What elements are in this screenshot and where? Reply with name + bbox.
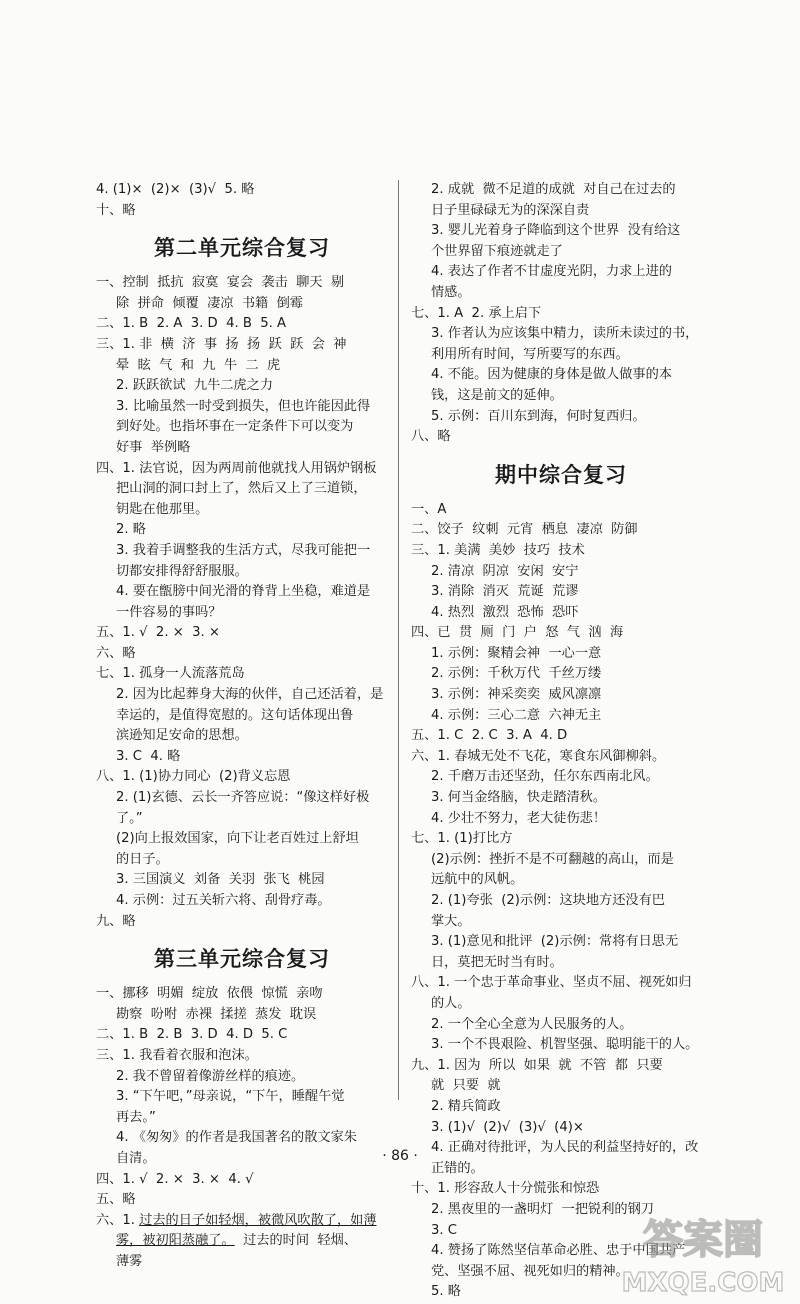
answer-line: 4. 热烈 激烈 恐怖 恐吓	[431, 604, 579, 620]
answer-line: 七、1. A 2. 承上启下	[411, 305, 542, 321]
answer-line: 好事 举例略	[116, 439, 191, 455]
watermark-domain: MXQE.COM	[621, 1268, 785, 1298]
midterm-title: 期中综合复习	[495, 462, 627, 487]
answer-line: 4. 不能。因为健康的身体是做人做事的本	[431, 367, 672, 383]
answer-line: 2. 黑夜里的一盏明灯 一把锐利的钢刀	[431, 1201, 654, 1217]
unit3-item-6-line-1	[96, 1211, 388, 1232]
unit2-answers	[96, 273, 388, 932]
answer-line: 二、1. B 2. A 3. D 4. B 5. A	[96, 316, 287, 332]
answer-line: 九、1. 因为 所以 如果 就 不管 都 只要	[411, 1057, 663, 1073]
answer-line: 十、略	[96, 202, 136, 218]
answer-line: 4. 正确对待批评，为人民的利益坚持好的，改	[431, 1140, 699, 1156]
answer-line: 4. 《匆匆》的作者是我国著名的散文家朱	[116, 1130, 357, 1146]
answer-line: 把山洞的洞口封上了，然后又上了三道锁，	[116, 481, 367, 497]
left-column	[96, 180, 388, 1273]
answer-line: 勘察 吩咐 赤裸 揉搓 蒸发 耽误	[116, 1006, 317, 1022]
answer-line: 3. 作者认为应该集中精力，读所未读过的书，	[431, 326, 699, 342]
answer-line: 到好处。也指坏事在一定条件下可以变为	[116, 419, 354, 435]
answer-line: 五、略	[96, 1192, 136, 1208]
answer-line: 2. 我不曾留着像游丝样的痕迹。	[116, 1068, 305, 1084]
answer-line: 五、1. √ 2. × 3. ×	[96, 625, 220, 641]
answer-line: 钱，这是前文的延伸。	[431, 387, 563, 403]
answer-line: 4. 少壮不努力，老大徒伤悲！	[431, 810, 607, 826]
answer-line: 一、挪移 明媚 绽放 依偎 惊慌 亲吻	[96, 986, 323, 1002]
page-number: · 86 ·	[382, 1148, 418, 1164]
answer-line: 钥匙在他那里。	[116, 501, 209, 517]
answer-line: 3. 比喻虽然一时受到损失，但也许能因此得	[116, 398, 371, 414]
answer-line: 4. 示例：三心二意 六神无主	[431, 707, 602, 723]
answer-line: 除 拼命 倾覆 凄凉 书籍 倒霉	[116, 295, 303, 311]
underlined-sentence-part-1: 过去的日子如轻烟，被微风吹散了，如薄	[139, 1212, 377, 1228]
answer-line: 3. C	[431, 1222, 457, 1238]
answer-line: 2. 一个全心全意为人民服务的人。	[431, 1016, 633, 1032]
answer-line: 一件容易的事吗？	[116, 604, 222, 620]
answer-line: 2. 成就 微不足道的成就 对自己在过去的	[431, 182, 676, 197]
answer-line: 幸运的，是值得宽慰的。这句话体现出鲁	[116, 707, 354, 723]
item-6-tail: 过去的时间 轻烟、	[234, 1233, 357, 1249]
answer-line: (2)向上报效国家，向下让老百姓过上舒坦	[116, 831, 359, 847]
watermark-text: 答案圈	[643, 1217, 763, 1263]
answer-line: 再去。”	[116, 1109, 156, 1125]
answer-line: 正错的。	[431, 1160, 484, 1176]
answer-line: 3. “下午吧，”母亲说，“下午，睡醒午觉	[116, 1089, 345, 1105]
answer-line: 十、1. 形容敌人十分慌张和惊恐	[411, 1181, 600, 1197]
answer-line: 3. 消除 消灭 荒诞 荒谬	[431, 584, 579, 600]
answer-line: 九、略	[96, 913, 136, 929]
answer-line: 八、1. 一个忠于革命事业、坚贞不屈、视死如归	[411, 975, 692, 991]
answer-line: 党、坚强不屈、视死如归的精神。	[431, 1263, 629, 1279]
answer-line: 2. 略	[116, 522, 146, 538]
answer-line: (2)示例：挫折不是不可翻越的高山，而是	[431, 851, 674, 867]
item-6-prefix: 六、1.	[96, 1212, 140, 1228]
answer-line: 4. (1)× (2)× (3)√ 5. 略	[96, 182, 255, 197]
answer-line: 2. 因为比起葬身大海的伙伴，自己还活着，是	[116, 687, 384, 703]
unit3-item-6-line-2	[96, 1231, 388, 1252]
answer-line: 4. 赞扬了陈然坚信革命必胜、忠于中国共产	[431, 1243, 686, 1259]
answer-line: 一、控制 抵抗 寂寞 宴会 袭击 聊天 剔	[96, 275, 345, 291]
answer-line: 五、1. C 2. C 3. A 4. D	[411, 728, 568, 744]
answer-line: 2. 千磨万击还坚劲，任尔东西南北风。	[431, 769, 659, 785]
unit3-answers	[96, 984, 388, 1211]
answer-line: 2. 清凉 阴凉 安闲 安宁	[431, 563, 579, 579]
answer-line: 远航中的风帆。	[431, 872, 524, 888]
answer-line: 六、1. 春城无处不飞花，寒食东风御柳斜。	[411, 748, 666, 764]
answer-line: 就 只要 就	[431, 1078, 501, 1094]
answer-line: 5. 示例：百川东到海，何时复西归。	[431, 408, 646, 424]
underlined-sentence-part-2: 雾，被初阳蒸融了。	[116, 1233, 235, 1249]
midterm-answers	[411, 500, 711, 1303]
answer-line: 1. 示例：聚精会神 一心一意	[431, 645, 602, 661]
unit3-item-6-line-3: 薄雾	[116, 1253, 143, 1269]
answer-line: 了。”	[116, 810, 143, 826]
answer-line: 3. 何当金络脑，快走踏清秋。	[431, 790, 607, 806]
watermark-logo	[618, 1205, 788, 1300]
answer-line: 3. (1)意见和批评 (2)示例：常将有日思无	[431, 934, 679, 950]
answer-line: 情感。	[431, 284, 471, 300]
answer-line: 滨逊知足安命的思想。	[116, 728, 248, 744]
answer-line: 2. 示例：千秋万代 千丝万缕	[431, 666, 602, 682]
right-column	[411, 180, 711, 1303]
answer-line: 4. 表达了作者不甘虚度光阴，力求上进的	[431, 264, 672, 280]
answer-line: 4. 示例：过五关斩六将、刮骨疗毒。	[116, 893, 331, 908]
answer-line: 4. 要在甑膀中间光滑的脊背上坐稳，难道是	[116, 584, 371, 600]
answer-line: 一、A	[411, 501, 447, 517]
answer-line: 2. (1)夸张 (2)示例：这块地方还没有巴	[431, 893, 665, 908]
unit2-title: 第二单元综合复习	[154, 236, 330, 261]
answer-line: 日子里碌碌无为的深深自责	[431, 202, 590, 218]
answer-line: 掌大。	[431, 913, 471, 929]
left-top-lines	[96, 180, 388, 221]
answer-line: 三、1. 非 横 济 事 扬 扬 跃 跃 会 神	[96, 336, 347, 352]
answer-line: 晕 眩 气 和 九 牛 二 虎	[116, 357, 281, 373]
answer-line: 七、1. (1)打比方	[411, 831, 513, 847]
answer-line: 3. 婴儿光着身子降临到这个世界 没有给这	[431, 223, 681, 239]
answer-line: 个世界留下痕迹就走了	[431, 243, 563, 259]
answer-line: 3. 一个不畏艰险、机智坚强、聪明能干的人。	[431, 1037, 699, 1053]
answer-line: 三、1. 我看着衣服和泡沫。	[96, 1047, 258, 1063]
answer-line: 的人。	[431, 995, 471, 1011]
answer-line: 3. (1)√ (2)√ (3)√ (4)×	[431, 1119, 584, 1135]
answer-line: 的日子。	[116, 851, 169, 867]
answer-line: 七、1. 孤身一人流落荒岛	[96, 666, 245, 682]
answer-line: 3. 我着手调整我的生活方式，尽我可能把一	[116, 542, 371, 558]
answer-line: 四、1. √ 2. × 3. × 4. √	[96, 1171, 254, 1187]
answer-line: 六、略	[96, 645, 136, 661]
answer-line: 利用所有时间，写所要写的东西。	[431, 346, 629, 362]
answer-line: 切都安排得舒舒服服。	[116, 563, 248, 579]
answer-line: 3. 三国演义 刘备 关羽 张飞 桃园	[116, 872, 325, 888]
unit3-title: 第三单元综合复习	[154, 947, 330, 972]
answer-line: 三、1. 美满 美妙 技巧 技术	[411, 542, 585, 558]
answer-line: 八、1. (1)协力同心 (2)背义忘恩	[96, 769, 291, 785]
answer-line: 二、饺子 纹刺 元宵 栖息 凄凉 防御	[411, 522, 638, 538]
answer-line: 自清。	[116, 1150, 156, 1166]
answer-line: 四、已 贯 厕 门 户 怒 气 汹 海	[411, 625, 624, 641]
answer-line: 2. (1)玄德、云长一齐答应说：“像这样好极	[116, 790, 370, 806]
answer-line: 日，莫把无时当有时。	[431, 954, 563, 970]
column-divider	[398, 180, 399, 1100]
answer-line: 四、1. 法官说，因为两周前他就找人用锅炉钢板	[96, 460, 377, 476]
answer-line: 3. C 4. 略	[116, 748, 181, 764]
right-top-lines	[411, 180, 711, 448]
answer-line: 二、1. B 2. B 3. D 4. D 5. C	[96, 1027, 288, 1043]
answer-line: 2. 精兵简政	[431, 1098, 501, 1114]
answer-line: 2. 跃跃欲试 九牛二虎之力	[116, 378, 274, 394]
answer-line: 5. 略	[431, 1284, 461, 1300]
answer-line: 3. 示例：神采奕奕 威风凛凛	[431, 687, 602, 703]
answer-line: 八、略	[411, 429, 451, 445]
